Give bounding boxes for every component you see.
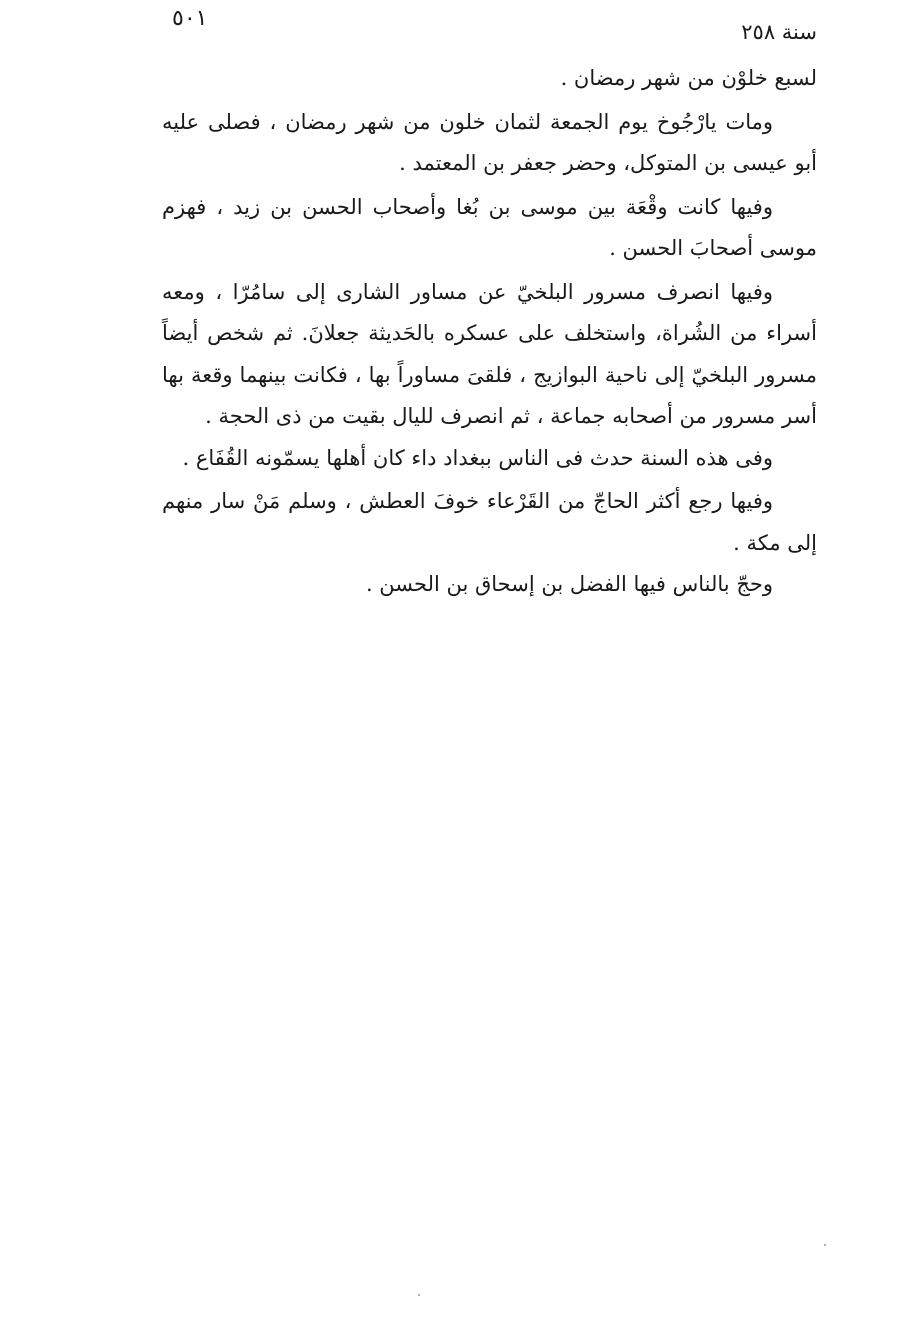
paragraph-pilgrims-return: وفيها رجع أكثر الحاجّ من القَرْعاء خوفَ العطش ، وسلم مَنْ سار منهم إلى مكة . (162, 489, 817, 555)
paragraph-baghdad-disease: وفى هذه السنة حدث فى الناس ببغداد داء كان أهلها يسمّونه القُفَاع . (182, 445, 773, 470)
paragraph-hajj-leader: وحجّ بالناس فيها الفضل بن إسحاق بن الحسن . (365, 572, 773, 596)
paragraph-musa-battle: وفيها كانت وقْعَة بين موسى بن بُغا وأصحاب الحسن بن زيد ، فهزم موسى أصحابَ الحسن . (162, 194, 817, 260)
paragraph-masrur-balkhi: وفيها انصرف مسرور البلخيّ عن مساور الشارى إلى سامُرّا ، ومعه أسراء من الشُراة، واستخلف على عسكره بالحَديثة جعلانَ. ثم شخص أيضاً مسرور البلخيّ إلى ناحية البوازيج ، فلقىَ مساوراً بها ، فكانت بينهما وقعة بها أسر مسرور من أصحابه جماعة ، ثم انصرف لليال بقيت من ذى الحجة . (162, 279, 817, 428)
body-text (162, 58, 817, 606)
scan-speck (418, 1294, 420, 1296)
paragraph-yarjukh-death: ومات يارْجُوخ يوم الجمعة لثمان خلون من شهر رمضان ، فصلى عليه أبو عيسى بن المتوكل، وحضر جعفر بن المعتمد . (162, 109, 817, 175)
scan-speck (824, 1244, 826, 1246)
paragraph-continuation: لسبع خلوْن من شهر رمضان . (560, 66, 817, 90)
page-number: ٥٠١ (172, 6, 208, 31)
year-heading: سنة ٢٥٨ (741, 20, 817, 44)
